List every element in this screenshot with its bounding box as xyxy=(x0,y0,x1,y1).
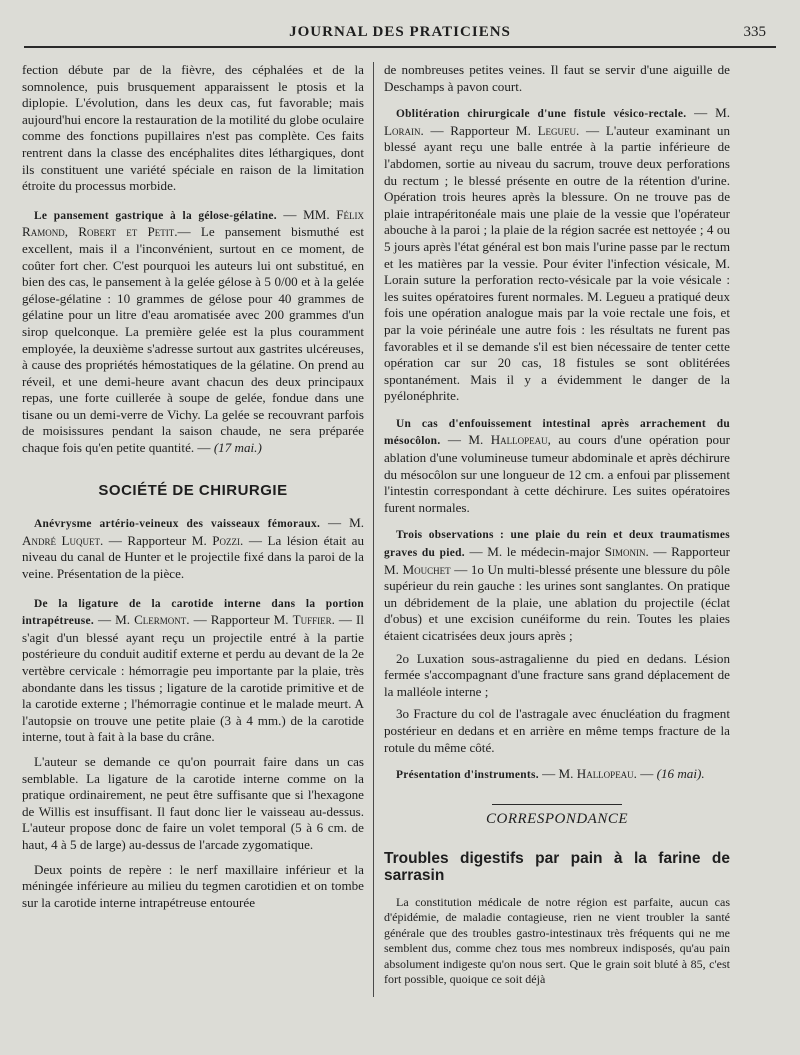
correspondance-title: CORRESPONDANCE xyxy=(486,810,628,827)
page-header xyxy=(24,18,776,48)
article-ligature xyxy=(22,595,364,746)
article-anevrysme xyxy=(22,515,364,582)
paragraph: 3o Fracture du col de l'astragale avec énucléation du fragment postérieur en dedans et en arrière en même temps fracture de la rotule du même côté. xyxy=(384,706,730,755)
separator: — M. xyxy=(320,515,364,531)
article-heading: Trois observations : une plaie du rein et deux traumatismes graves du pied. xyxy=(384,529,730,560)
separator: — MM. xyxy=(276,206,337,222)
article-date: (16 mai). xyxy=(656,766,705,782)
article-body: — La lésion était au niveau du canal de Hunter et le projectile fixé dans la paroi de la veine. Présentation de la pièce. xyxy=(22,532,364,582)
separator: — M. xyxy=(440,432,491,448)
author-name: Hallopeau, xyxy=(490,432,551,448)
left-column xyxy=(22,62,364,911)
article-body: — 1o Un multi-blessé présente une blessure du pôle supérieur du rein gauche : les urines sont sanglantes. On pratique un débridement de la plaie, une ablation du projectile (éclat d'obus) et une excision cunéiforme du rein. Toutes les plaies étaient cicatrisées deux jours après ; xyxy=(384,561,730,643)
author-name: Hallopeau. xyxy=(576,766,637,782)
article-date: (17 mai.) xyxy=(213,440,262,456)
author-name: Simonin. xyxy=(604,544,649,560)
separator: — M. xyxy=(94,612,135,628)
article-enfouissement xyxy=(384,415,730,517)
article-trois-observations xyxy=(384,526,730,644)
rapporteur-name: Mouchet xyxy=(402,561,451,577)
author-names: Félix Ramond, Robert et Petit. xyxy=(22,206,364,240)
separator: — M. xyxy=(686,105,730,121)
section-rule xyxy=(492,804,622,805)
article-title: Troubles digestifs par pain à la farine de sarrasin xyxy=(384,850,730,884)
article-body: — Il s'agit d'un blessé ayant reçu un projectile entré à la partie postérieure du conduit auditif externe et perdu au devant de la 2e vertèbre cervicale : hémorragie peu importante par la plaie, très abondante dans les tissus ; ligature de la carotide primitive et de la carotide externe ; l'hémorragie continue et le malade meurt. A l'autopsie on trouve une petite plaie (3 à 4 mm.) de la carotide interne, tout à fait à la base du crâne. xyxy=(22,612,364,745)
author-name: Lorain. xyxy=(384,122,424,138)
article-heading: Oblitération chirurgicale d'une fistule vésico-rectale. xyxy=(396,108,687,121)
article-body: au cours d'une opération pour ablation d'une volumineuse tumeur abdominale et après déchirure du mésocôlon sur une longueur de 12 cm. a enfoui par plissement l'intestin correspondant à cette déchirure. Les suites opératoires furent normales. xyxy=(384,432,730,515)
paragraph: 2o Luxation sous-astragalienne du pied en dedans. Lésion fermée s'accompagnant d'une fracture sans grand déplacement de la malléole interne ; xyxy=(384,650,730,699)
page-number: 335 xyxy=(743,24,766,40)
article-obliteration xyxy=(384,105,730,405)
paragraph: Deux points de repère : le nerf maxillaire inférieur et la méningée inférieure au milieu du tegmen carotidien et on tombe sur la carotide interne intrapétreuse entourée xyxy=(22,861,364,910)
separator: — M. le médecin-major xyxy=(464,544,605,560)
author-name: André Luquet. xyxy=(22,532,104,548)
separator: — Rapporteur M. xyxy=(384,544,730,577)
article-heading: Anévrysme artério-veineux des vaisseaux fémoraux. xyxy=(34,518,321,531)
article-heading: Un cas d'enfouissement intestinal après arrachement du mésocôlon. xyxy=(384,417,730,448)
article-body: — L'auteur examinant un blessé ayant reçu une balle entrée à la partie inférieure de l'abdomen, sortie au niveau du sacrum, trouve deux perforations du rectum ; le blessé présente en outre de la rétention d'urine. Opération trois heures après la blessure. On ne trouve pas de plaie intrapéritonéale mais une plaie de la vessie que l'opérateur abouche à la paroi ; la plaie de la région sacrée est nettoyée ; 4 ou 5 jours après l'état général est bon mais l'urine passe par le rectum et les matières par la vessie. Pour éviter l'infection vésicale, M. Lorain suture la perforation recto-vésicale par la voie vésicale : les suites opératoires furent normales. M. Legueu a pratiqué deux fois une opération analogue mais par la voie rectale une fois, et par la voie périnéale une autre fois : les résultats ne furent pas favorables et il se demande s'il est bien nécessaire de tenter cette opération car sur 20 cas, 18 fistules se sont oblitérées spontanément. Mais il y a évidemment le danger de la pyélonéphrite. xyxy=(384,122,730,404)
article-heading: Présentation d'instruments. xyxy=(396,769,539,782)
paragraph: L'auteur se demande ce qu'on pourrait faire dans un cas semblable. La ligature de la carotide interne comme on la pratique ordinairement, ne peut être suffisante que si l'hexagone de Willis est insuffisant. Il faut donc lier le vaisseau au-dessus. L'auteur propose donc de faire un volet temporal (5 à 6 cm. de haut, 4 à 5 de large) au-dessus de l'arcade zygomatique. xyxy=(22,753,364,852)
separator: — M. xyxy=(538,766,577,782)
article-heading: Le pansement gastrique à la gélose-gélatine. xyxy=(34,209,277,222)
rapporteur-name: Pozzi. xyxy=(212,532,244,548)
article-presentation xyxy=(384,766,730,784)
right-column xyxy=(384,62,730,988)
paragraph: de nombreuses petites veines. Il faut se servir d'une aiguille de Deschamps à pavon court. xyxy=(384,62,730,94)
article-heading: De la ligature de la carotide interne dans la portion intrapétreuse. xyxy=(22,597,364,628)
article-body: La constitution médicale de notre région est parfaite, aucun cas d'épidémie, de maladie contagieuse, rien ne vient troubler la santé générale que des troubles gastro-intestinaux très fréquents qui ne me semblent dus, comme chez tous mes nombreux indisposés, qu'au pain absolument indigeste qu'on nous sert. Que le grain soit bluté à 85, c'est fort possible, quoique ce soit déjà xyxy=(384,894,730,987)
separator: — Rapporteur M. xyxy=(103,532,213,548)
separator: — Rapporteur M. xyxy=(423,122,538,138)
separator: — xyxy=(636,766,657,782)
author-name: Clermont. xyxy=(134,612,190,628)
paragraph: fection débute par de la fièvre, des céphalées et de la somnolence, puis brusquement apparaissent le ptosis et la diplopie. L'évolution, dans les deux cas, fut favorable; mais aujourd'hui encore la restauration de la motilité du globe oculaire comme des fonctions pupillaires n'est pas complète. Ces faits rentrent dans la classe des encéphalites dites léthargiques, dont ils constituent une variété spéciale en raison de la limitation étroite du processus morbide. xyxy=(22,62,364,194)
separator: — Rapporteur M. xyxy=(189,612,293,628)
article-body: — Le pansement bismuthé est excellent, mais il a l'inconvénient, surtout en ce moment, de coûter fort cher. C'est pourquoi les auteurs lui ont substitué, en bien des cas, le pansement à la gelée gélose à 5 0/00 et à la gelée gélose-gélatine : 10 grammes de gélose pour 40 grammes de gélatine pour un litre d'eau aromatisée avec 200 grammes d'un sirop quelconque. La première gelée est la plus couramment employée, la deuxième s'adresse surtout aux gastrites ulcéreuses, à cause des propriétés hémostatiques de la gélatine. On prend au réveil, et une demi-heure avant chacun des deux principaux repas, une forte cuillerée à soupe de gelée, fondue dans une tisane ou un demi-verre de Vichy. La gelée se recouvrant parfois de moisissures pendant la saison chaude, ne sera préparée chaque fois qu'en petite quantité. — xyxy=(22,224,364,456)
rapporteur-name: Tuffier. xyxy=(292,612,335,628)
rapporteur-name: Legueu. xyxy=(537,122,580,138)
column-divider xyxy=(373,62,374,997)
section-title: SOCIÉTÉ DE CHIRURGIE xyxy=(98,481,288,499)
article-pansement xyxy=(22,207,364,457)
journal-title: JOURNAL DES PRATICIENS xyxy=(289,24,511,40)
